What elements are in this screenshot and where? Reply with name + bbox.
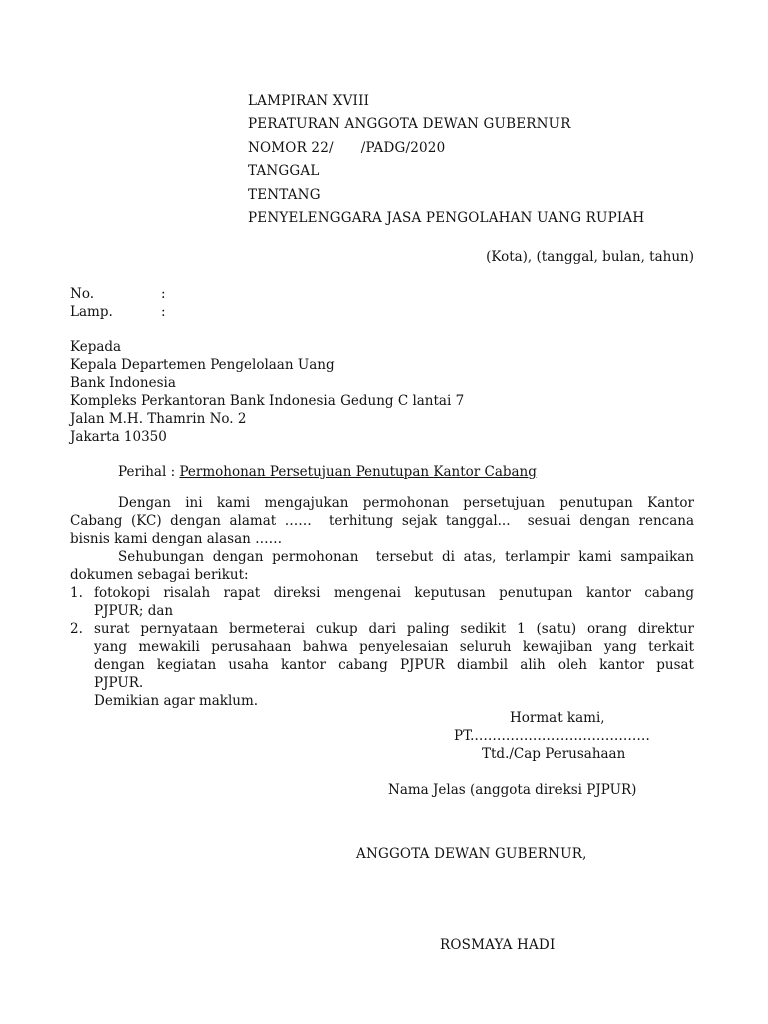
list-item-2-line2: yang mewakili perusahaan bahwa penyelesaian seluruh kewajiban yang terkait xyxy=(94,639,694,655)
closing: Demikian agar maklum. xyxy=(94,693,259,709)
ref-no-label: No. xyxy=(70,286,94,302)
body-p2-line2: dokumen sebagai berikut: xyxy=(70,567,249,583)
body-p1-line2: Cabang (KC) dengan alamat …… terhitung sejak tanggal... sesuai dengan rencana xyxy=(70,513,694,529)
list-item-2-line1: surat pernyataan bermeterai cukup dari paling sedikit 1 (satu) orang direktur xyxy=(94,621,694,637)
header-tanggal: TANGGAL xyxy=(248,163,320,179)
recipient-line3: Kompleks Perkantoran Bank Indonesia Gedung C lantai 7 xyxy=(70,393,465,409)
list-item-2-line3: dengan kegiatan usaha kantor cabang PJPUR diambil alih oleh kantor pusat xyxy=(94,657,694,673)
header-tentang: TENTANG xyxy=(248,187,321,203)
perihal xyxy=(118,463,537,481)
ref-lamp-colon: : xyxy=(161,304,166,320)
signature-ttd: Ttd./Cap Perusahaan xyxy=(482,746,626,762)
signature-pt: PT.………………………………… xyxy=(454,728,650,744)
header-nomor: NOMOR 22/ /PADG/2020 xyxy=(248,140,446,156)
list-item-1-line1: fotokopi risalah rapat direksi mengenai keputusan penutupan kantor cabang xyxy=(94,585,694,601)
perihal-subject: Permohonan Persetujuan Penutupan Kantor Cabang xyxy=(179,464,537,480)
footer-title: ANGGOTA DEWAN GUBERNUR, xyxy=(356,846,587,862)
list-item-2-num: 2. xyxy=(70,621,83,637)
list-item-1-line2: PJPUR; dan xyxy=(94,603,174,619)
body-p1-line3: bisnis kami dengan alasan …… xyxy=(70,531,283,547)
signature-hormat: Hormat kami, xyxy=(510,710,605,726)
recipient-line1: Kepala Departemen Pengelolaan Uang xyxy=(70,357,335,373)
recipient-kepada: Kepada xyxy=(70,339,122,355)
footer-name: ROSMAYA HADI xyxy=(440,937,556,953)
body-p1-line1: Dengan ini kami mengajukan permohonan persetujuan penutupan Kantor xyxy=(118,495,694,511)
header-lampiran: LAMPIRAN XVIII xyxy=(248,93,370,109)
body-p2-line1: Sehubungan dengan permohonan tersebut di atas, terlampir kami sampaikan xyxy=(118,549,694,565)
recipient-line2: Bank Indonesia xyxy=(70,375,176,391)
list-item-2-line4: PJPUR. xyxy=(94,675,144,691)
header-peraturan: PERATURAN ANGGOTA DEWAN GUBERNUR xyxy=(248,116,571,132)
perihal-label: Perihal : xyxy=(118,464,180,480)
recipient-line5: Jakarta 10350 xyxy=(70,429,167,445)
recipient-line4: Jalan M.H. Thamrin No. 2 xyxy=(70,411,247,427)
place-date: (Kota), (tanggal, bulan, tahun) xyxy=(486,249,694,265)
list-item-1-num: 1. xyxy=(70,585,83,601)
ref-lamp-label: Lamp. xyxy=(70,304,113,320)
ref-no-colon: : xyxy=(161,286,166,302)
signature-nama: Nama Jelas (anggota direksi PJPUR) xyxy=(388,782,637,798)
header-judul: PENYELENGGARA JASA PENGOLAHAN UANG RUPIAH xyxy=(248,210,645,226)
